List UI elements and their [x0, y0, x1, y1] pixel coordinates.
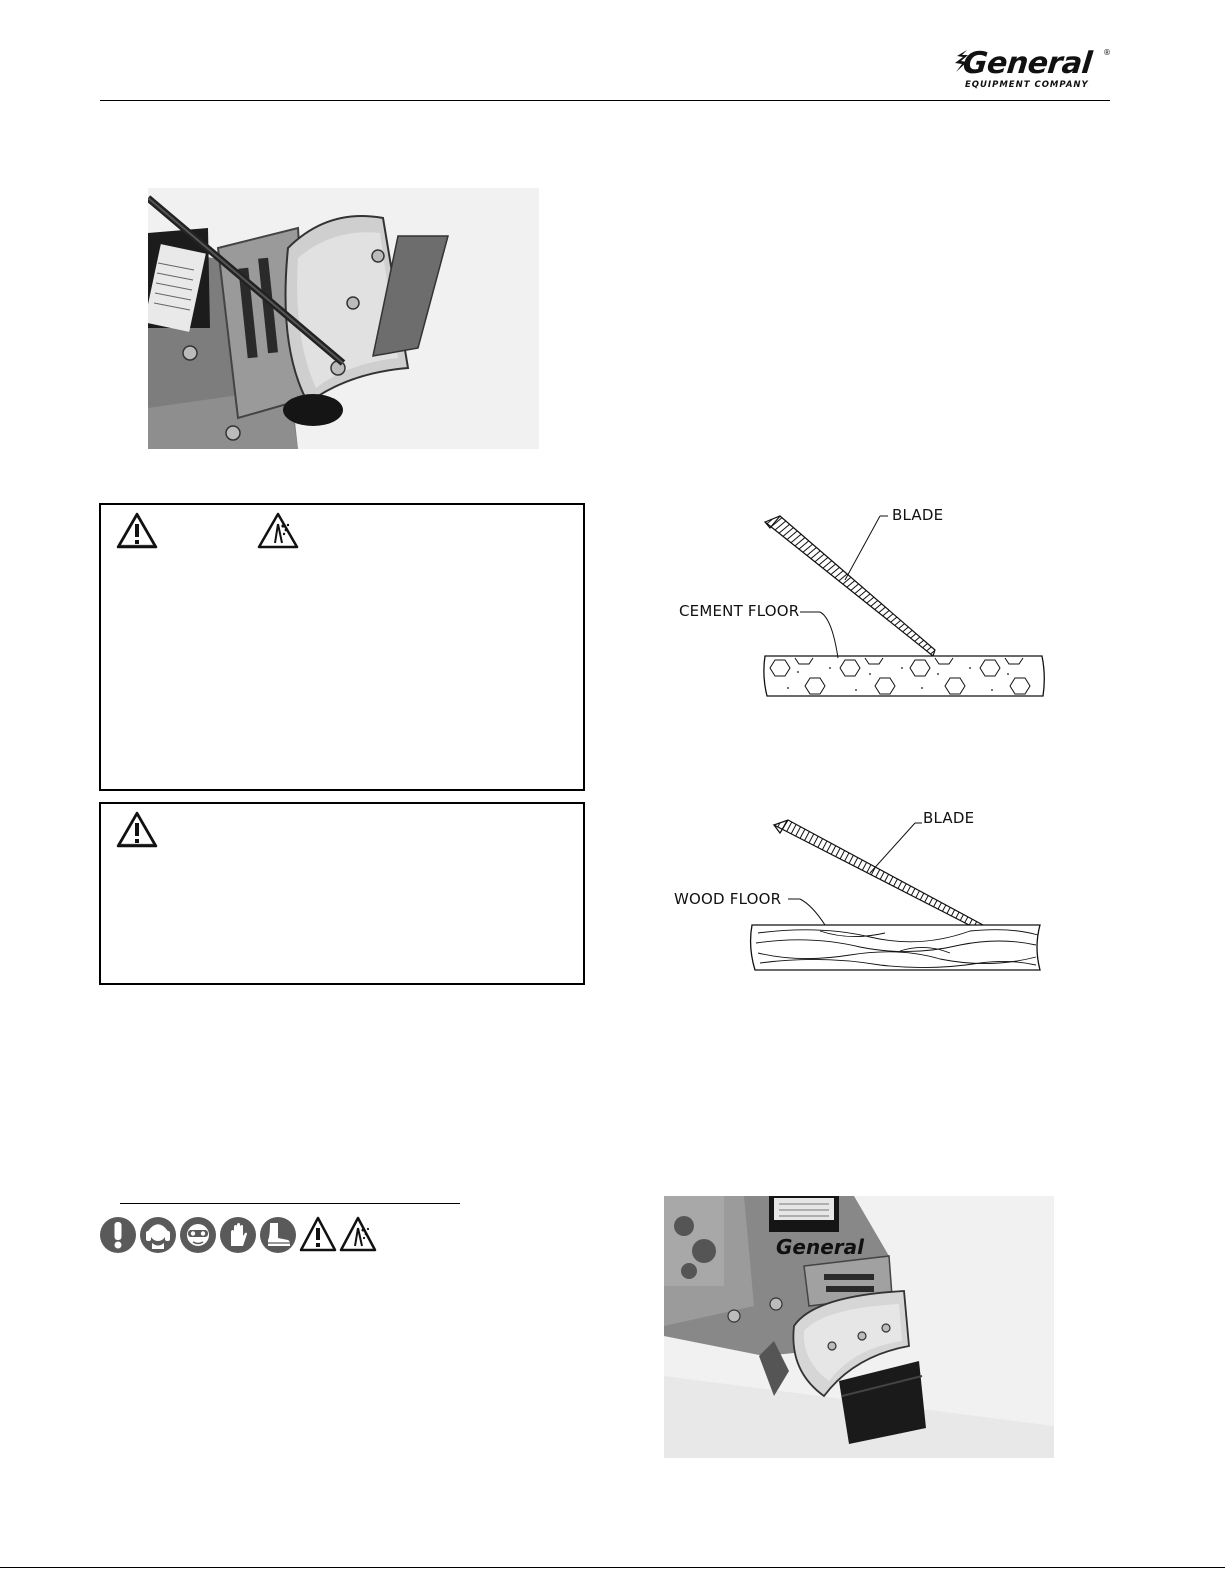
header-rule [100, 100, 1110, 101]
registered-mark: ® [1103, 48, 1111, 57]
ppe-heading-rule [120, 1203, 460, 1204]
diagram-cement-floor [670, 500, 1060, 710]
diagram-wood-floor [670, 805, 1060, 980]
footer-rule [0, 1567, 1225, 1568]
photo-machine-front [664, 1196, 1054, 1458]
hearing-protection-icon [139, 1216, 177, 1254]
wood-floor-label: WOOD FLOOR [674, 890, 782, 908]
warning-box-1 [99, 503, 585, 791]
svg-text:General: General [776, 1235, 864, 1259]
brand-name: General [961, 46, 1094, 81]
read-manual-icon [99, 1216, 137, 1254]
safety-boots-icon [259, 1216, 297, 1254]
warning-triangle-icon [116, 512, 158, 550]
warning-triangle-icon [116, 811, 158, 849]
brand-logo [955, 44, 1115, 92]
cement-floor-label: CEMENT FLOOR [679, 602, 800, 620]
cement-blade-label: BLADE [892, 506, 944, 524]
flying-debris-icon [257, 512, 299, 550]
flying-debris-icon [339, 1216, 377, 1254]
photo-blade-holder [148, 188, 539, 449]
eye-protection-icon [179, 1216, 217, 1254]
wood-blade-label: BLADE [923, 809, 975, 827]
ppe-icon-row [99, 1216, 377, 1254]
warning-triangle-icon [299, 1216, 337, 1254]
brand-subtitle: EQUIPMENT COMPANY [965, 80, 1089, 90]
gloves-icon [219, 1216, 257, 1254]
warning-box-2 [99, 802, 585, 985]
